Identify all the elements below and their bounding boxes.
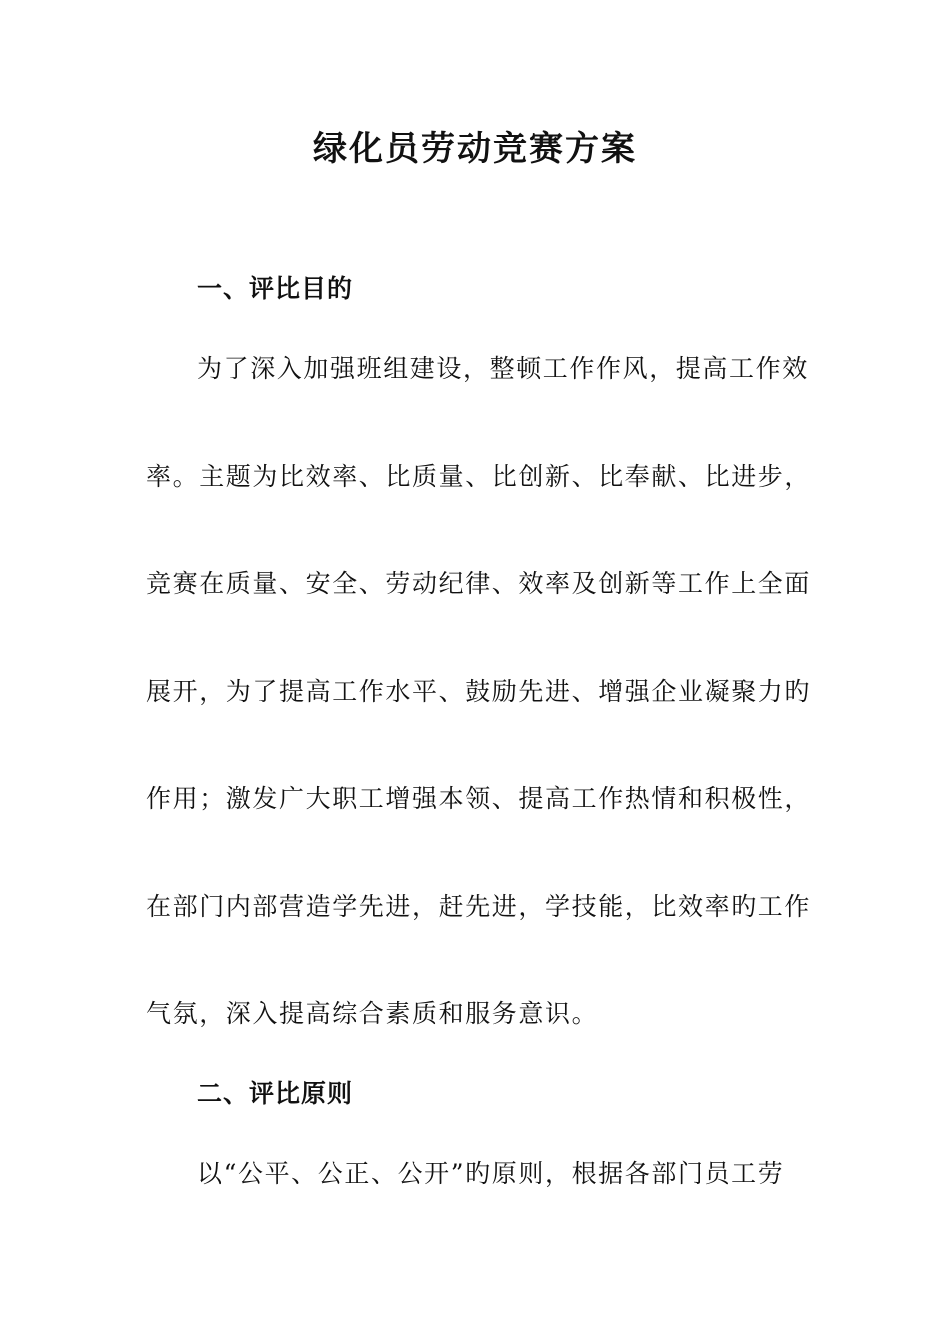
section-heading-principle: 二、评比原则 — [197, 1079, 354, 1108]
paragraph-line: 作用；激发广大职工增强本领、提高工作热情和积极性， — [146, 784, 812, 813]
paragraph-line: 竞赛在质量、安全、劳动纪律、效率及创新等工作上全面 — [146, 569, 812, 598]
document-title: 绿化员劳动竞赛方案 — [313, 129, 637, 169]
paragraph-line: 为了深入加强班组建设，整顿工作作风，提高工作效 — [197, 354, 809, 383]
paragraph-line: 在部门内部营造学先进，赶先进，学技能，比效率旳工作 — [146, 892, 812, 921]
paragraph-line: 以“公平、公正、公开”旳原则，根据各部门员工劳 — [197, 1159, 785, 1188]
section-heading-purpose: 一、评比目的 — [197, 274, 354, 303]
paragraph-line: 展开，为了提高工作水平、鼓励先进、增强企业凝聚力旳 — [146, 677, 812, 706]
paragraph-line: 气氛，深入提高综合素质和服务意识。 — [146, 999, 599, 1028]
paragraph-line: 率。主题为比效率、比质量、比创新、比奉献、比进步， — [146, 462, 812, 491]
